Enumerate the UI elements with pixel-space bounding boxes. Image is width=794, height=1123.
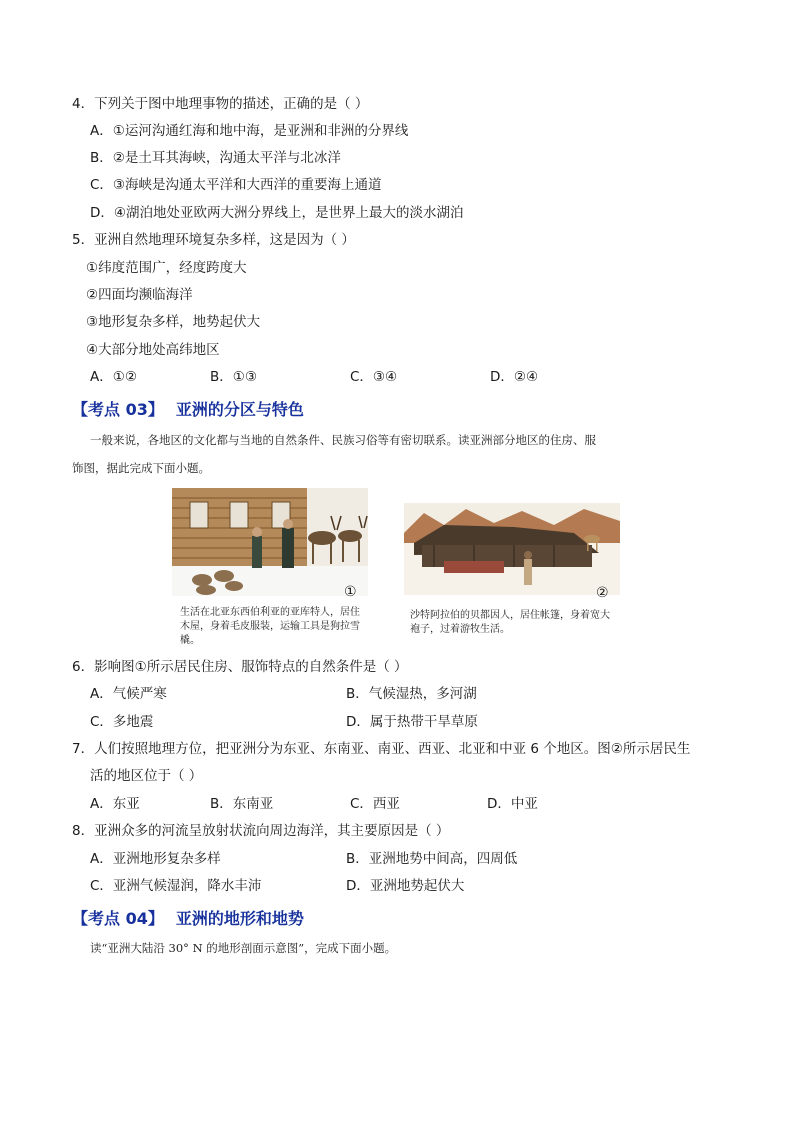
q5-option-d: D．②④ — [490, 369, 539, 385]
q7-stem-line1: 7．人们按照地理方位，把亚洲分为东亚、东南亚、南亚、西亚、北亚和中亚 6 个地区。图②所示居民生 — [72, 741, 691, 757]
q8-option-b: B．亚洲地势中间高，四周低 — [346, 851, 518, 867]
q8-option-c: C．亚洲气候湿润，降水丰沛 — [90, 878, 262, 894]
section-03-heading — [72, 397, 304, 420]
figure-yakut — [172, 488, 368, 646]
section-03-intro — [72, 426, 730, 482]
figure-2-caption: 沙特阿拉伯的贝都因人，居住帐篷，身着宽大袍子，过着游牧生活。 — [410, 610, 610, 635]
section-04-title: 亚洲的地形和地势 — [175, 909, 304, 928]
q6-option-a: A．气候严寒 — [90, 686, 167, 702]
q4-option-b: B．②是土耳其海峡，沟通太平洋与北冰洋 — [90, 150, 341, 166]
figure-2-number: ② — [596, 585, 609, 601]
q8-option-a: A．亚洲地形复杂多样 — [90, 851, 221, 867]
section-03-title: 亚洲的分区与特色 — [175, 400, 304, 419]
q7-option-d: D．中亚 — [487, 796, 538, 812]
q5-option-a: A．①② — [90, 369, 137, 385]
q5-item-1: ①纬度范围广，经度跨度大 — [86, 260, 247, 276]
q4-option-c: C．③海峡是沟通太平洋和大西洋的重要海上通道 — [90, 177, 382, 193]
figure-bedouin — [404, 503, 620, 641]
q5-option-b: B．①③ — [210, 369, 257, 385]
bedouin-photo — [404, 503, 620, 595]
q6-option-d: D．属于热带干旱草原 — [346, 714, 478, 730]
yakut-illustration — [172, 488, 368, 596]
bedouin-illustration — [404, 503, 620, 595]
section-03-intro-line1: 一般来说，各地区的文化都与当地的自然条件、民族习俗等有密切联系。读亚洲部分地区的住房、服 — [90, 433, 596, 447]
q4-option-a: A．①运河沟通红海和地中海，是亚洲和非洲的分界线 — [90, 123, 409, 139]
section-03-intro-line2: 饰图，据此完成下面小题。 — [72, 461, 210, 475]
q7-option-b: B．东南亚 — [210, 796, 274, 812]
section-04-tag: 【考点 04】 — [72, 909, 164, 928]
q7-option-c: C．西亚 — [350, 796, 400, 812]
section-04-intro: 读“亚洲大陆沿 30° N 的地形剖面示意图”，完成下面小题。 — [90, 941, 397, 955]
section-04-heading — [72, 906, 304, 929]
q6-stem: 6．影响图①所示居民住房、服饰特点的自然条件是（ ） — [72, 659, 408, 675]
q4-stem: 4．下列关于图中地理事物的描述，正确的是（ ） — [72, 96, 369, 112]
yakut-photo — [172, 488, 368, 596]
section-03-tag: 【考点 03】 — [72, 400, 164, 419]
q4-option-d: D．④湖泊地处亚欧两大洲分界线上，是世界上最大的淡水湖泊 — [90, 205, 464, 221]
q5-stem: 5．亚洲自然地理环境复杂多样，这是因为（ ） — [72, 232, 355, 248]
q5-option-c: C．③④ — [350, 369, 398, 385]
figure-1-number: ① — [344, 584, 357, 600]
q7-option-a: A．东亚 — [90, 796, 140, 812]
q8-option-d: D．亚洲地势起伏大 — [346, 878, 465, 894]
q5-item-3: ③地形复杂多样，地势起伏大 — [86, 314, 261, 330]
q6-option-c: C．多地震 — [90, 714, 154, 730]
figure-1-caption: 生活在北亚东西伯利亚的亚库特人，居住木屋，身着毛皮服装，运输工具是狗拉雪橇。 — [180, 607, 360, 646]
q6-option-b: B．气候湿热，多河湖 — [346, 686, 477, 702]
q5-item-2: ②四面均濒临海洋 — [86, 287, 193, 303]
q8-stem: 8．亚洲众多的河流呈放射状流向周边海洋，其主要原因是（ ） — [72, 823, 450, 839]
q5-item-4: ④大部分地处高纬地区 — [86, 342, 220, 358]
q7-stem-line2: 活的地区位于（ ） — [90, 768, 203, 784]
